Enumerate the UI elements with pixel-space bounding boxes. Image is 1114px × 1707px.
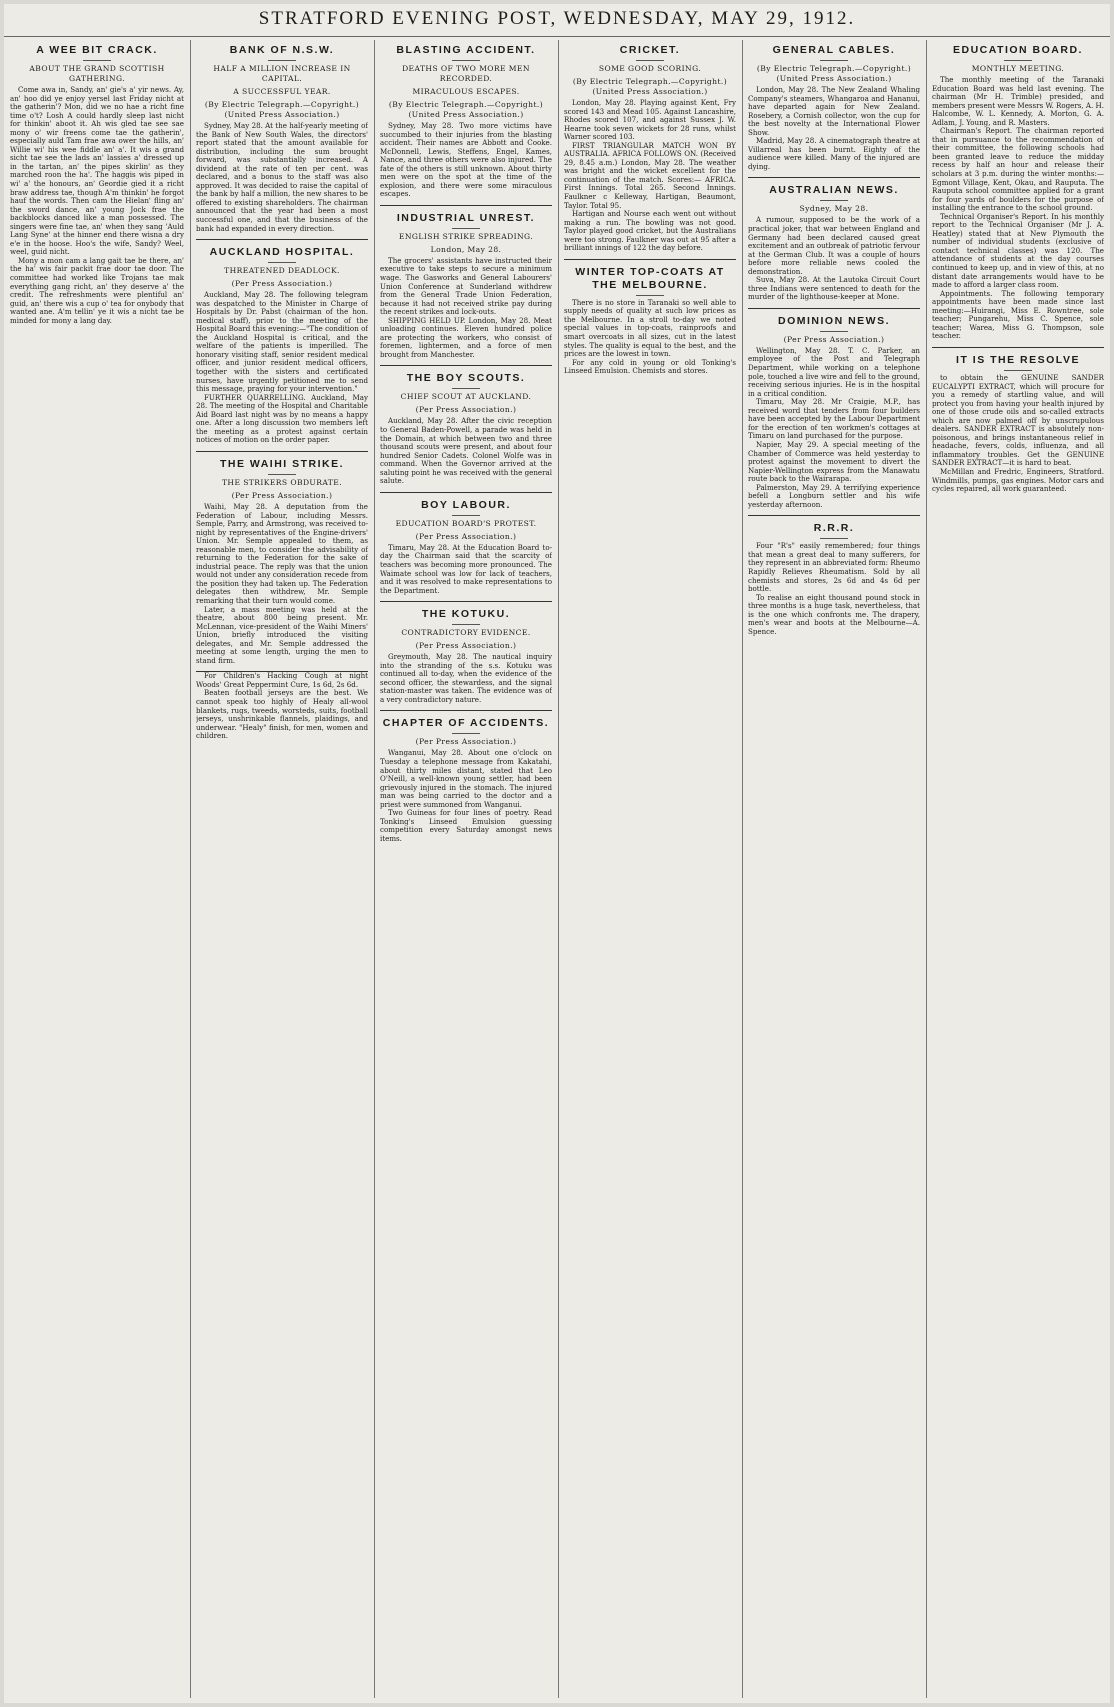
divider	[820, 60, 848, 61]
article-paragraph: SHIPPING HELD UP. London, May 28. Meat unloading continues. Eleven hundred police are protecting the workers, who consist of foremen, lightermen, and a force of men brought from Manchester.	[380, 315, 552, 359]
article-paragraph: Technical Organiser's Report. In his monthly report to the Technical Organiser (Mr J. A. Heatley) stated that at New Plymouth the number of individual students (exclusive of contact technical classes) was 120. The attendance of students at the day courses continued to keep up, and in view of this, at no distant date arrangements would have to be made to afford a larger class room.	[932, 211, 1104, 290]
divider	[820, 538, 848, 539]
article-subheading: CHIEF SCOUT AT AUCKLAND.	[400, 392, 532, 402]
article-subheading: (By Electric Telegraph.—Copyright.) (United Press Association.)	[756, 64, 912, 83]
article-headline: AUCKLAND HOSPITAL.	[196, 239, 368, 259]
article-paragraph: Auckland, May 28. The following telegram was despatched to the Minister in Charge of Hospitals by Dr. Pabst (chairman of the hon. medical staff), prior to the meeting of the Hospital Board this evening:—"The condition of the Auckland Hospital is critical, and the welfare of the patients is imperilled. The honorary visiting staff, senior resident medical officer, and junior resident medical officers, together with the sisters and certificated nurses, have urgently petitioned me to send this message, praying for your intervention."	[196, 290, 368, 394]
article	[564, 42, 736, 253]
article-paragraph: Wellington, May 28. T. C. Parker, an employee of the Post and Telegraph Department, while working on a telephone pole, touched a live wire and fell to the ground, receiving serious injuries. He is in the hospital in a critical condition.	[748, 345, 920, 398]
article	[380, 205, 552, 360]
article-subheading: (Per Press Association.)	[415, 737, 517, 747]
newspaper-page	[4, 4, 1110, 1703]
article-paragraph: Sydney, May 28. Two more victims have succumbed to their injuries from the blasting accident. Their names are Abbott and Cooke. McDonnell, Lewis, Steffens, Engel, Kames, Nance, and three others were also injured. The fate of the others is still unknown. About thirty men were on the spot at the time of the explosion, and there were some miraculous escapes.	[380, 121, 552, 199]
article-subheading: THREATENED DEADLOCK.	[224, 266, 340, 276]
article-paragraph: Madrid, May 28. A cinematograph theatre at Villarreal has been burnt. Eighty of the audience were killed. Many of the injured are dying.	[748, 136, 920, 171]
divider	[636, 60, 664, 61]
article-paragraph: McMillan and Fredric, Engineers, Stratford. Windmills, pumps, gas engines. Motor cars and cycles repaired, all work guaranteed.	[932, 466, 1104, 494]
article-subheading: HALF A MILLION INCREASE IN CAPITAL.	[213, 64, 351, 83]
column-rule	[374, 40, 375, 1698]
article	[932, 42, 1104, 341]
article-paragraph: to obtain the GENUINE SANDER EUCALYPTI EXTRACT, which will procure for you a remedy of startling value, and will protect you from having your health injured by one of those crude oils and so-called extracts which are now palmed off by unscrupulous dealers. SANDER EXTRACT is absolutely non-poisonous, and brings instantaneous relief in headache, fevers, colds, influenza, and all inflammatory troubles. Get the GENUINE SANDER EXTRACT—it is hard to beat.	[932, 372, 1104, 468]
article-headline: BLASTING ACCIDENT.	[396, 44, 536, 56]
article-paragraph: Timaru, May 28. At the Education Board to-day the Chairman said that the scarcity of teachers was becoming more pronounced. The Waimate school was low for lack of teachers, and it was resolved to make representations to the Department.	[380, 542, 552, 595]
article-subheading: THE STRIKERS OBDURATE.	[221, 477, 343, 487]
article	[196, 671, 368, 740]
article-subheading: (By Electric Telegraph.—Copyright.) (United Press Association.)	[388, 100, 544, 119]
article-paragraph: Four "R's" easily remembered; four things that mean a great deal to many sufferers, for they represent in an abbreviated form: Rheumo Rapidly Relieves Rheumatism. Sold by all chemists and stores, 2s 6d and 4s 6d per bottle.	[748, 541, 920, 594]
article-headline: THE WAIHI STRIKE.	[196, 451, 368, 471]
article-headline: GENERAL CABLES.	[772, 44, 896, 56]
article	[748, 42, 920, 171]
article-headline: AUSTRALIAN NEWS.	[748, 177, 920, 197]
article	[380, 365, 552, 485]
article-subheading: MONTHLY MEETING.	[971, 64, 1065, 73]
divider	[1004, 60, 1032, 61]
article-headline: WINTER TOP-COATS AT THE MELBOURNE.	[564, 259, 736, 292]
article-subheading: (Per Press Association.)	[415, 641, 517, 651]
divider	[636, 295, 664, 296]
article-paragraph: Waihi, May 28. A deputation from the Federation of Labour, including Messrs. Semple, Parry, and Armstrong, was received to-night by representatives of the Engine-drivers' Union. Mr. Semple appealed to them, as reasonable men, to consider the advisability of returning to the Federation for the sake of industrial peace. The reply was that the union would not under any consideration recede from the position they had taken up. The Federation delegates then withdrew, Mr. Semple remarking that their turn would come.	[196, 501, 368, 605]
article-subheading: (Per Press Association.)	[783, 334, 885, 344]
article-headline: CRICKET.	[619, 44, 681, 56]
column-2	[196, 40, 368, 1695]
article	[196, 451, 368, 665]
article-paragraph: Mony a mon cam a lang gait tae be there, an' the ha' wis fair packit frae door tae door. The committee had worked like Trojans tae mak everything gang richt, an' they deserve a' the credit. The refreshments were plentiful an' guid, an' there wis a cup o' tea for onybody that wanted ane. A'm tellin' ye it wis a nicht tae be minded for mony a lang day.	[10, 255, 184, 325]
article-subheading: SOME GOOD SCORING.	[598, 64, 702, 73]
article-paragraph: To realise an eight thousand pound stock in three months is a huge task, nevertheless, that is the one which confronts me. The drapery, men's wear and boots at the Melbourne—A. Spence.	[748, 592, 920, 636]
divider	[83, 60, 111, 61]
article-paragraph: Chairman's Report. The chairman reported that in pursuance to the recommendation of their committee, the following schools had been granted leave to reduce the midday recess by half an hour and release their scholars at 3 p.m. during the winter months:—Egmont Village, Kent, Okau, and Rauputa. The Rauputa school committee applied for a grant for four yards of boulders for the purpose of installing the entrance to the school ground.	[932, 126, 1104, 213]
article-subheading: (By Electric Telegraph.—Copyright.) (United Press Association.)	[572, 77, 728, 96]
article-headline: DOMINION NEWS.	[748, 308, 920, 328]
divider	[452, 515, 480, 516]
article-paragraph: Two Guineas for four lines of poetry. Read Tonking's Linseed Emulsion guessing competition every Saturday amongst news items.	[380, 808, 552, 843]
divider	[820, 331, 848, 332]
column-5	[748, 40, 920, 1695]
article-subheading: EDUCATION BOARD'S PROTEST.	[395, 518, 537, 528]
article-paragraph: London, May 28. Playing against Kent, Fry scored 143 and Mead 105. Against Lancashire, Rhodes scored 107, and against Sussex J. W. Hearne took seven wickets for 28 runs, whilst Warner scored 103.	[564, 98, 736, 142]
column-rule	[926, 40, 927, 1698]
article-subheading: ABOUT THE GRAND SCOTTISH GATHERING.	[29, 64, 165, 83]
divider	[268, 262, 296, 263]
article-subheading: ENGLISH STRIKE SPREADING.	[398, 231, 534, 241]
article-paragraph: For Children's Hacking Cough at night Woods' Great Peppermint Cure, 1s 6d, 2s 6d.	[196, 671, 368, 689]
column-1	[10, 40, 184, 1695]
article	[748, 177, 920, 301]
article-subheading: A SUCCESSFUL YEAR.	[233, 87, 331, 96]
article-headline: BANK OF N.S.W.	[229, 44, 335, 56]
article-subheading: (Per Press Association.)	[231, 490, 333, 500]
article-headline: R.R.R.	[748, 515, 920, 535]
article	[748, 515, 920, 636]
masthead: STRATFORD EVENING POST, WEDNESDAY, MAY 29, 1912.	[4, 4, 1110, 37]
article-paragraph: Appointments. The following temporary appointments have been made since last meeting:—Huirangi, Miss E. Rowntree, sole teacher; Pungarehu, Miss C. Spence, sole teacher; Warea, Miss G. Thompson, sole teacher.	[932, 288, 1104, 341]
column-6	[932, 40, 1104, 1695]
article	[748, 308, 920, 509]
article-paragraph: The monthly meeting of the Taranaki Education Board was held last evening. The chairman (Mr H. Trimble) presided, and members present were Messrs W. Rogers, A. H. Halcombe, W. L. Kennedy, A. Morton, G. A. Adlam, J. Young, and R. Masters.	[932, 75, 1104, 127]
article-paragraph: The grocers' assistants have instructed their executive to take steps to secure a minimum wage. The Gasworks and General Labourers' Union Conference at Sunderland withdrew from the General Trade Union Federation, because it had not received strike pay during the recent strikes and lock-outs.	[380, 255, 552, 317]
article	[564, 259, 736, 376]
article-subheading: MIRACULOUS ESCAPES.	[412, 87, 520, 96]
article-paragraph: There is no store in Taranaki so well able to supply needs of quality at such low prices as the Melbourne. In a stroll to-day we noted special values in top-coats, rainproofs and smart overcoats in all sizes, cut in the latest styles. The quality is equal to the best, and the prices are the lowest in town.	[564, 297, 736, 359]
article	[380, 492, 552, 595]
article-headline: EDUCATION BOARD.	[953, 44, 1083, 56]
article-headline: IT IS THE RESOLVE	[932, 347, 1104, 367]
article-paragraph: Greymouth, May 28. The nautical inquiry into the stranding of the s.s. Kotuku was continued all to-day, when the evidence of the second officer, the stewardess, and the signal station-master was taken. The evidence was of a very contradictory nature.	[380, 652, 552, 704]
divider	[1004, 370, 1032, 371]
article	[196, 42, 368, 233]
article-headline: THE BOY SCOUTS.	[380, 365, 552, 385]
article	[932, 347, 1104, 494]
divider	[452, 733, 480, 734]
article-paragraph: Wanganui, May 28. About one o'clock on Tuesday a telephone message from Kakatahi, about thirty miles distant, stated that Leo O'Neill, a well-known young settler, had been grievously injured in the stomach. The injured man was being carried to the doctor and a priest were summoned from Wanganui.	[380, 748, 552, 809]
article-subheading: CONTRADICTORY EVIDENCE.	[401, 628, 531, 638]
article-subheading: (Per Press Association.)	[415, 531, 517, 541]
article-paragraph: Palmerston, May 29. A terrifying experience befell a Longburn settler and his wife yesterday afternoon.	[748, 482, 920, 509]
divider	[452, 388, 480, 389]
article-paragraph: For any cold in young or old Tonking's Linseed Emulsion. Chemists and stores.	[564, 357, 736, 376]
divider	[268, 474, 296, 475]
article	[380, 42, 552, 199]
article-paragraph: London, May 28. The New Zealand Whaling Company's steamers, Whangaroa and Hananui, have departed again for New Zealand. Rosebery, a Cornish collector, won the cup for the best novelty at the International Flower Show.	[748, 85, 920, 137]
article-paragraph: FURTHER QUARRELLING. Auckland, May 28. The meeting of the Hospital and Charitable Aid Board last night was by no means a happy one. After a long discussion two members left the meeting as a protest against certain notices of motion on the order paper.	[196, 392, 368, 445]
article-headline: THE KOTUKU.	[380, 601, 552, 621]
article-paragraph: A rumour, supposed to be the work of a practical joker, that war between England and Germany had been declared caused great excitement and an outbreak of patriotic fervour at the German Club. It was a couple of hours before more reliable news cooled the demonstration.	[748, 215, 920, 276]
article-headline: BOY LABOUR.	[380, 492, 552, 512]
divider	[452, 228, 480, 229]
article-subheading: (By Electric Telegraph.—Copyright.) (United Press Association.)	[204, 100, 360, 119]
article-headline: A WEE BIT CRACK.	[36, 44, 158, 56]
article-subheading: (Per Press Association.)	[415, 405, 517, 415]
article	[380, 601, 552, 704]
article-subheading: (Per Press Association.)	[231, 279, 333, 289]
article-paragraph: FIRST TRIANGULAR MATCH WON BY AUSTRALIA. AFRICA FOLLOWS ON. (Received 29, 8.45 a.m.) London, May 28. The weather was bright and the wicket excellent for the continuation of the match. Scores:— AFRICA. First Innings. Total 265. Second Innings. Faulkner c Kelleway, Hartigan, Beaumont, Taylor. Total 95.	[564, 140, 736, 210]
article-paragraph: Sydney, May 28. At the half-yearly meeting of the Bank of New South Wales, the directors' report stated that the amount available for distribution, including the sum brought forward, was substantially increased. A dividend at the rate of ten per cent. was declared, and a bonus to the staff was also approved. It was decided to raise the capital of the bank by half a million, the new shares to be offered to existing shareholders. The chairman announced that the year had been a most successful one, and that the business of the bank had expanded in every direction.	[196, 121, 368, 233]
column-rule	[558, 40, 559, 1698]
article-subheading: DEATHS OF TWO MORE MEN RECORDED.	[402, 64, 530, 83]
article	[10, 42, 184, 325]
article-subheading: Sydney, May 28.	[799, 204, 869, 214]
article-paragraph: Later, a mass meeting was held at the theatre, about 800 being present. Mr. McLennan, vice-president of the Waihi Miners' Union, briefly introduced the visiting delegates, and Mr. Semple addressed the meeting at some length, urging the men to stand firm.	[196, 604, 368, 665]
article-paragraph: Beaten football jerseys are the best. We cannot speak too highly of Healy all-wool blankets, rugs, tweeds, worsteds, suits, football jerseys, unshrinkable flannels, plaidings, and underwear. "Healy" finish, for men, women and children.	[196, 688, 368, 741]
article-paragraph: Napier, May 29. A special meeting of the Chamber of Commerce was held yesterday to protest against the movement to divert the Napier-Wellington express from the Manawatu route back to the Wairarapa.	[748, 439, 920, 484]
article-headline: INDUSTRIAL UNREST.	[380, 205, 552, 225]
column-3	[380, 40, 552, 1695]
column-4	[564, 40, 736, 1695]
divider	[268, 60, 296, 61]
article-subheading: London, May 28.	[430, 244, 502, 254]
article	[380, 710, 552, 843]
article-paragraph: Timaru, May 28. Mr Craigie, M.P., has received word that tenders from four builders have been accepted by the Labour Department for the erection of ten workmen's cottages at Timaru on land purchased for the purpose.	[748, 397, 920, 441]
article-paragraph: Hartigan and Nourse each went out without making a run. The bowling was not good. Taylor played good cricket, but the Australians were too strong. Faulkner was out at 95 after a brilliant innings of 122 the day before.	[564, 209, 736, 253]
article-headline: CHAPTER OF ACCIDENTS.	[380, 710, 552, 730]
article-paragraph: Come awa in, Sandy, an' gie's a' yir news. Ay, an' hoo did ye enjoy yersel last Friday nicht at the gatherin'? Mon, did we no hae a richt fine time o't? Losh A could hardly sleep last nicht for thinkin' aboot it. Ah wis gled tae see sae mony o' wir freens come tae the gatherin', especially auld Tam frae awa ower the hills, an' Willie wi' his wee fiddle an' a'. It wis a grand sicht tae see the lads an' lassies a' dressed up in the tartan, an' the pipes skirlin' as they marched roon the ha'. The haggis wis piped in wi' a' the honours, an' Geordie gied it a richt braw address tae, though A'm thinkin' he forgot hauf the words. Then cam the Hielan' fling an' the sword dance, an' young Jock frae the backblocks danced like a man possessed. The singers were fine tae, an' when they sang 'Auld Lang Syne' at the hinner end there wisna a dry e'e in the hoose. Hoo's the wife, Sandy? Weel, weel, guid nicht.	[10, 85, 184, 257]
article-paragraph: Auckland, May 28. After the civic reception to General Baden-Powell, a parade was held in the Domain, at which between two and three thousand scouts were present, and about four hundred Senior Cadets. Colonel Wolfe was in command. When the Governor arrived at the saluting point he was received with the general salute.	[380, 416, 552, 486]
article-paragraph: Suva, May 28. At the Lautoka Circuit Court three Indians were sentenced to death for the murder of the lighthouse-keeper at Mone.	[748, 275, 920, 302]
article	[196, 239, 368, 445]
column-rule	[742, 40, 743, 1698]
divider	[452, 624, 480, 625]
column-rule	[190, 40, 191, 1698]
divider	[452, 60, 480, 61]
divider	[820, 200, 848, 201]
